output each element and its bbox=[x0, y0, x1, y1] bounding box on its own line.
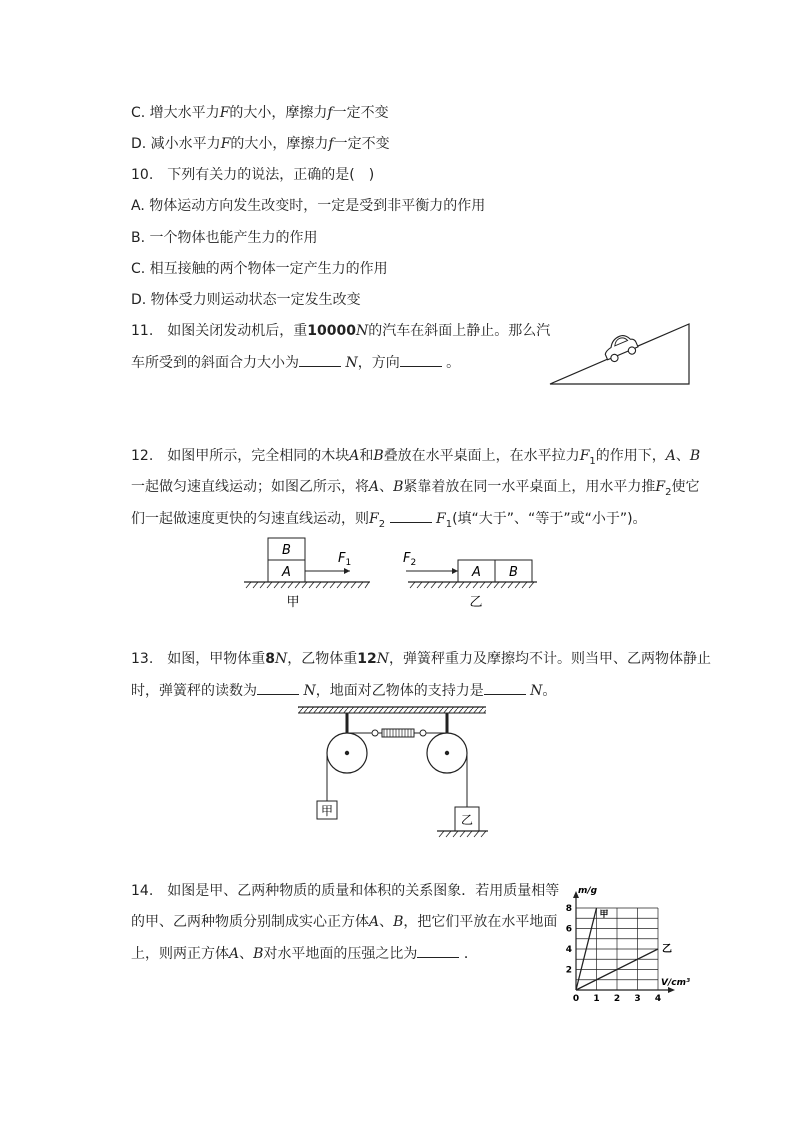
q14-line-1: 14. 如图是甲、乙两种物质的质量和体积的关系图象．若用质量相等 bbox=[131, 883, 560, 899]
block-b-label-yi: B bbox=[509, 565, 518, 580]
block-a-label: A bbox=[282, 565, 291, 580]
block-a-label-yi: A bbox=[472, 565, 481, 580]
q13-blank-reading[interactable] bbox=[257, 680, 299, 695]
q9-option-c: C. 增大水平力F的大小，摩擦力f一定不变 bbox=[131, 105, 389, 121]
q10-option-a: A. 物体运动方向发生改变时，一定是受到非平衡力的作用 bbox=[131, 198, 486, 214]
series-label-yi: 乙 bbox=[662, 944, 672, 955]
y-tick-label: 6 bbox=[565, 924, 572, 935]
figure-jia bbox=[244, 538, 370, 610]
block-b-label: B bbox=[282, 543, 291, 558]
q12-blank-compare[interactable] bbox=[390, 508, 432, 523]
figure-yi bbox=[403, 551, 537, 610]
force-f2-label: $F_2$ bbox=[403, 551, 417, 568]
y-axis-label: m/g bbox=[578, 886, 598, 896]
q12-line-2: 一起做匀速直线运动；如图乙所示，将A、B紧靠着放在同一水平桌面上，用水平力推$F_2$使它 bbox=[131, 479, 700, 498]
caption-yi: 乙 bbox=[469, 595, 483, 610]
y-tick-label: 4 bbox=[565, 945, 572, 955]
q9-option-d: D. 减小水平力F的大小，摩擦力f一定不变 bbox=[131, 136, 390, 152]
x-tick-label: 0 bbox=[572, 994, 580, 1004]
q13-line-2: 时，弹簧秤的读数为 N，地面对乙物体的支持力是 N。 bbox=[131, 680, 556, 701]
q11-blank-magnitude[interactable] bbox=[299, 352, 341, 367]
y-tick-label: 8 bbox=[565, 904, 572, 914]
series-label-jia: 甲 bbox=[599, 910, 609, 920]
x-tick-label: 3 bbox=[634, 994, 641, 1004]
y-tick-label: 2 bbox=[565, 965, 572, 976]
q10-option-d: D. 物体受力则运动状态一定发生改变 bbox=[131, 292, 361, 308]
q10-stem: 10. 下列有关力的说法，正确的是( ) bbox=[131, 167, 375, 183]
q11-line-1: 11. 如图关闭发动机后，重10000N的汽车在斜面上静止。那么汽 bbox=[131, 323, 551, 339]
incline-car-figure bbox=[548, 322, 693, 388]
q10-option-b: B. 一个物体也能产生力的作用 bbox=[131, 230, 318, 246]
car-icon bbox=[601, 331, 640, 364]
q10-option-c: C. 相互接触的两个物体一定产生力的作用 bbox=[131, 261, 388, 277]
q14-line-3: 上，则两正方体A、B对水平地面的压强之比为 ． bbox=[131, 943, 478, 964]
object-jia-label: 甲 bbox=[320, 804, 334, 818]
pulley-figure bbox=[292, 703, 492, 839]
x-tick-label: 2 bbox=[613, 994, 621, 1004]
chart-grid bbox=[576, 908, 658, 990]
mass-volume-chart bbox=[560, 880, 700, 1004]
force-f1-label: $F_1$ bbox=[338, 551, 352, 568]
q11-line-2: 车所受到的斜面合力大小为 N，方向 。 bbox=[131, 352, 460, 373]
blocks-figure bbox=[240, 534, 540, 614]
x-tick-label: 1 bbox=[593, 994, 600, 1004]
q14-blank-ratio[interactable] bbox=[417, 943, 459, 958]
q12-line-1: 12. 如图甲所示，完全相同的木块A和B叠放在水平桌面上，在水平拉力$F_1$的作用下，A、B bbox=[131, 448, 701, 467]
x-tick-label: 4 bbox=[654, 994, 662, 1004]
spring-scale-icon bbox=[372, 729, 426, 737]
caption-jia: 甲 bbox=[286, 595, 300, 610]
q11-blank-direction[interactable] bbox=[400, 352, 442, 367]
q13-blank-support[interactable] bbox=[484, 680, 526, 695]
q14-line-2: 的甲、乙两种物质分别制成实心正方体A、B，把它们平放在水平地面 bbox=[131, 914, 558, 930]
q13-line-1: 13. 如图，甲物体重8N，乙物体重12N，弹簧秤重力及摩擦均不计。则当甲、乙两物体静止 bbox=[131, 651, 711, 667]
object-yi-label: 乙 bbox=[460, 813, 474, 827]
q12-line-3: 们一起做速度更快的匀速直线运动，则$F_2$ $F_1$(填“大于”、“等于”或“小于”)。 bbox=[131, 508, 647, 535]
x-axis-label: V/cm³ bbox=[661, 978, 690, 988]
